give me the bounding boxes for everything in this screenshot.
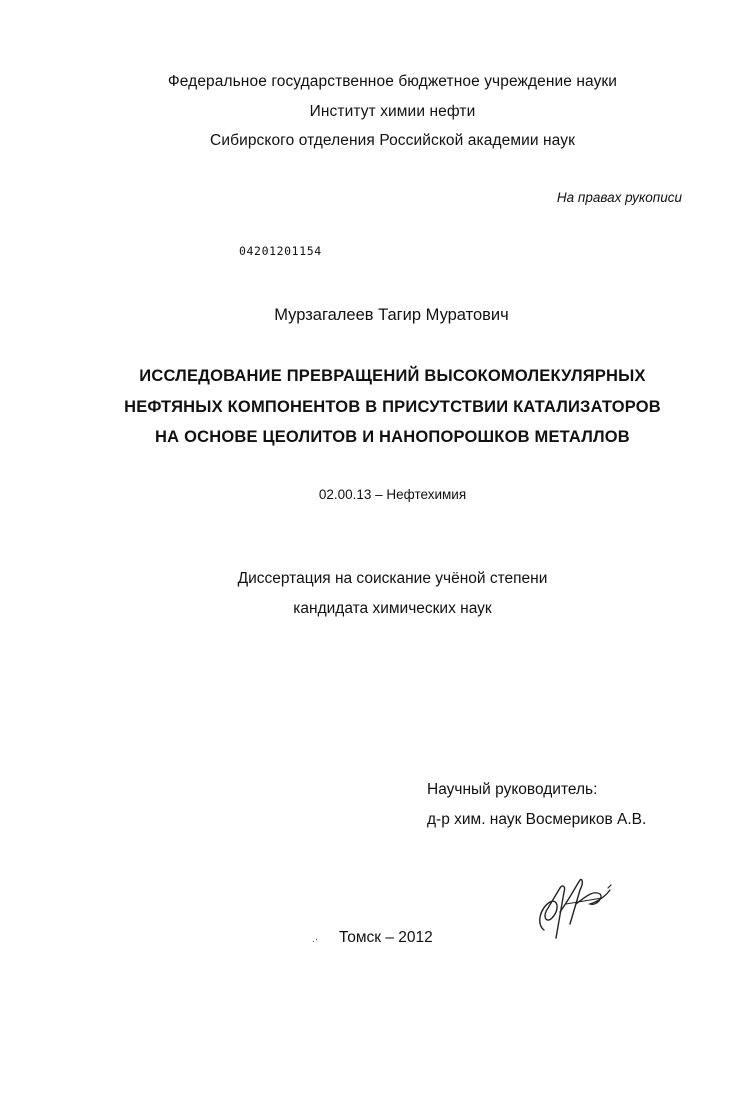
scan-speck-mark: .· xyxy=(312,934,319,945)
degree-line-1: Диссертация на соискание учёной степени xyxy=(237,570,548,587)
city-year: Томск – 2012 xyxy=(339,929,433,946)
institution-line-1: Федеральное государственное бюджетное учреждение науки xyxy=(167,73,618,90)
dissertation-title-line-1: ИССЛЕДОВАНИЕ ПРЕВРАЩЕНИЙ ВЫСОКОМОЛЕКУЛЯРНЫХ xyxy=(139,367,646,385)
handwritten-signature xyxy=(530,868,620,948)
advisor-label: Научный руководитель: xyxy=(427,781,598,798)
degree-line-2: кандидата химических наук xyxy=(293,600,492,617)
institution-line-2: Институт химии нефти xyxy=(309,103,476,120)
specialty-code: 02.00.13 – Нефтехимия xyxy=(318,487,467,502)
institution-line-3: Сибирского отделения Российской академии наук xyxy=(210,132,575,149)
registration-number: 04201201154 xyxy=(239,244,322,258)
dissertation-title-line-3: НА ОСНОВЕ ЦЕОЛИТОВ И НАНОПОРОШКОВ МЕТАЛЛОВ xyxy=(155,428,630,446)
advisor-name: д-р хим. наук Восмериков А.В. xyxy=(427,811,647,828)
author-name: Мурзагалеев Тагир Муратович xyxy=(274,306,509,324)
manuscript-rights-note: На правах рукописи xyxy=(556,190,682,205)
dissertation-title-line-2: НЕФТЯНЫХ КОМПОНЕНТОВ В ПРИСУТСТВИИ КАТАЛИЗАТОРОВ xyxy=(124,398,661,416)
